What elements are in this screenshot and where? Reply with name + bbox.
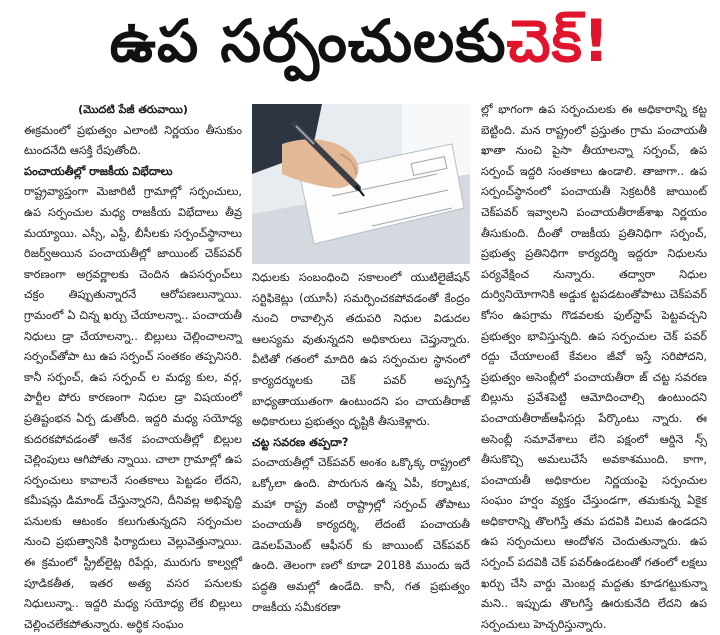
section-subhead: పంచాయతీల్లో రాజకీయ విభేదాలు xyxy=(24,164,173,178)
headline xyxy=(0,0,720,96)
hand-signing-cheque-photo-icon xyxy=(252,104,470,264)
article-paragraph: ఈక్రమంలో ప్రభుత్వం ఎలాంటి నిర్ణయం తీసుకుం టుందనేది ఆసక్తి రేపుతోంది. xyxy=(24,123,242,158)
headline-highlight: చెక్! xyxy=(506,6,611,75)
section-subhead: చట్ట సవరణ తప్పదా? xyxy=(252,435,349,449)
article-paragraph: రాష్ట్రవ్యాప్తంగా మెజారిటీ గ్రామాల్లో సర్పంచులు, ఉప సర్పంచుల మధ్య రాజకీయ విభేదాలు తీవ్ర మయ్యాయి. ఎస్సీ, ఎస్టీ, బీసీలకు సర్పంచ్‌స్థానాలు రిజర్వ్‌అయిన పంచాయతీల్లో జాయింట్ చెక్‌పవర్ కారణంగా అగ్రవర్ణాలకు చెందిన ఉపసర్పంచ్‌లు చక్రం తిప్పుతున్నారనే ఆరోపణలున్నాయి. గ్రామంలో ఏ చిన్న ఖర్చు చేయాలన్నా.. పంచాయతీ నిధులు డ్రా చేయాలన్నా.. బిల్లులు చెల్లించాలన్నా సర్పంచ్‌తోపా టు ఉప సర్పంచ్ సంతకం తప్పనిసరి. కానీ సర్పంచ్, ఉప సర్పంచ్ ల మధ్య కుల, వర్గ, పార్టీల పోరు కారణంగా నిధుల డ్రా విషయంలో ప్రతిష్టంభన ఏర్ప డుతోంది. ఇద్దరి మధ్య సయోధ్య కుదరకపోవడంతో అనేక పంచాయతీల్లో బిల్లుల చెల్లింపులు ఆగిపోతు న్నాయి. చాలా గ్రామాల్లో ఉప సర్పంచులు కావాలనే సంతకాలు పెట్టడం లేదని, కమీషన్లు డిమాండ్ చేస్తున్నారని, దీనివల్ల అభివృద్ధి పనులకు ఆటంకం కలుగుతున్నదని సర్పంచుల నుంచి ప్రభుత్వానికి ఫిర్యాదులు వెల్లువెత్తున్నాయి. ఈ క్రమంలో స్ట్రీట్‌లైట్ల రిపేర్లు, మురుగు కాల్వల్లో పూడికతీత, ఇతర అత్య వసర పనులకు నిధులున్నా.. ఇద్దరి మధ్య సయోధ్య లేక బిల్లులు చెల్లించలేకపోతున్నారు. అర్థిక సంఘం xyxy=(24,185,242,631)
article-paragraph: పంచాయతీల్లో చెక్‌పవర్ అంశం ఒక్కొక్క రాష్ట్రంలో ఒక్కోలా ఉంది. పొరుగున ఉన్న ఏపీ, కర్నాటక, మహా రాష్ట్ర వంటి రాష్ట్రాల్లో సర్పంచ్ తోపాటు పంచాయతీ కార్యదర్శి, లేదంటే పంచాయతీ డెవలప్‌మెంట్ ఆఫీసర్ కు జాయింట్ చెక్‌పవర్ ఉంది. తెలంగా ణలో కూడా 2018కి ముందు ఇదే పద్ధతి అమల్లో ఉండేది. కానీ, గత ప్రభుత్వం రాజకీయ సమీకరణా xyxy=(252,456,470,614)
article-column-1 xyxy=(24,100,242,631)
article-column-2 xyxy=(252,268,470,614)
article-paragraph: నిధులకు సంబంధించి సకాలంలో యుటిలైజేషన్ సర్టిఫికెట్లు (యూసీ) సమర్పించకపోవడంతో కేంద్రం నుంచి రావాల్సిన తదుపరి నిధుల విడుదల ఆలస్యమ వుతున్నదని అధికారులు చెప్తున్నారు. వీటితో గతంలో మాదిరి ఉప సర్పంచుల స్థానంలో కార్యదర్శులకు చెక్ పవర్‌ అప్పగిస్తే బాధ్యతాయుతంగా ఉంటుందని పం చాయతీరాజ్‌ అధికారులు ప్రభుత్వం దృష్టికి తీసుకెళ్లారు. xyxy=(252,271,470,429)
article-paragraph: ల్లో భాగంగా ఉప సర్పంచులకు ఈ అధికారాన్ని కట్ట బెట్టింది. మన రాష్ట్రంలో ప్రస్తుతం గ్రామ పంచాయతీ ఖాతా నుంచి పైసా తీయాలన్నా సర్పంచ్, ఉప సర్పంచ్ ఇద్దరి సంతకాలు ఉండాలి. తాజాగా.. ఉప సర్పంచ్‌స్థానంలో పంచాయతీ సెక్రటరీకి జాయింట్ చెక్‌పవర్ ఇవ్వాలని పంచాయతీరాజ్‌శాఖ నిర్ణయం తీసుకుంది. దీంతో రాజకీయ ప్రతినిధిగా సర్పంచ్, ప్రభుత్వ ప్రతినిధిగా కార్యదర్శి ఇద్దరూ నిధులను పర్యవేక్షించ నున్నారు. తద్వారా నిధుల దుర్వినియోగానికి అడ్డుక ట్టపడటంతోపాటు చెక్‌పవర్ కోసం ఉపగ్రామ గొడవలకు ఫుల్‌స్టాప్ పెట్టవచ్చని ప్రభుత్వం భావిస్తున్నది. ఉప సర్పంచుల చెక్ పవర్ రద్దు చేయాలంటే కేవలం జీవో ఇస్తే సరిపోదని, ప్రభుత్వం అసెంబ్లీలో పంచాయతీరా జ్ చట్ట సవరణ బిల్లును ప్రవేశపెట్టి ఆమోదించాల్సి ఉంటుందని పంచాయతీరాజ్‌ఆఫీసర్లు పేర్కొంటు న్నారు. ఈ అసెంబ్లీ సమావేశాలు లేని పక్షంలో ఆర్డినె న్స్ తీసుకొచ్చి అమలుచేసే అవకాశముంది. కాగా, పంచాయతీ అధికారుల నిర్ణయంపై సర్పంచుల సంఘం హర్షం వ్యక్తం చేస్తుండగా, తమకున్న ఏకైక అధికారాన్ని తొలగిస్తే తమ పదవికి విలువ ఉండదని ఉప సర్పంచులు ఆందోళన చెందుతున్నారు. ఉప సర్పంచ్ పదవికి చెక్ పవర్‌ఉండటంతో గతంలో లక్షలు ఖర్చు చేసి వార్డు మెంబర్ల మద్దతు కూడగట్టుకున్నా మని.. ఇప్పుడు తొలగిస్తే ఊరుకునేది లేదని ఉప సర్పంచులు హెచ్చరిస్తున్నారు. xyxy=(481,103,707,631)
article-column-3 xyxy=(481,100,707,631)
headline-main: ఉప సర్పంచులకు xyxy=(109,6,507,75)
cheque-signing-photo xyxy=(252,104,470,264)
continued-note: (మొదటి పేజీ తరువాయి) xyxy=(78,103,188,116)
